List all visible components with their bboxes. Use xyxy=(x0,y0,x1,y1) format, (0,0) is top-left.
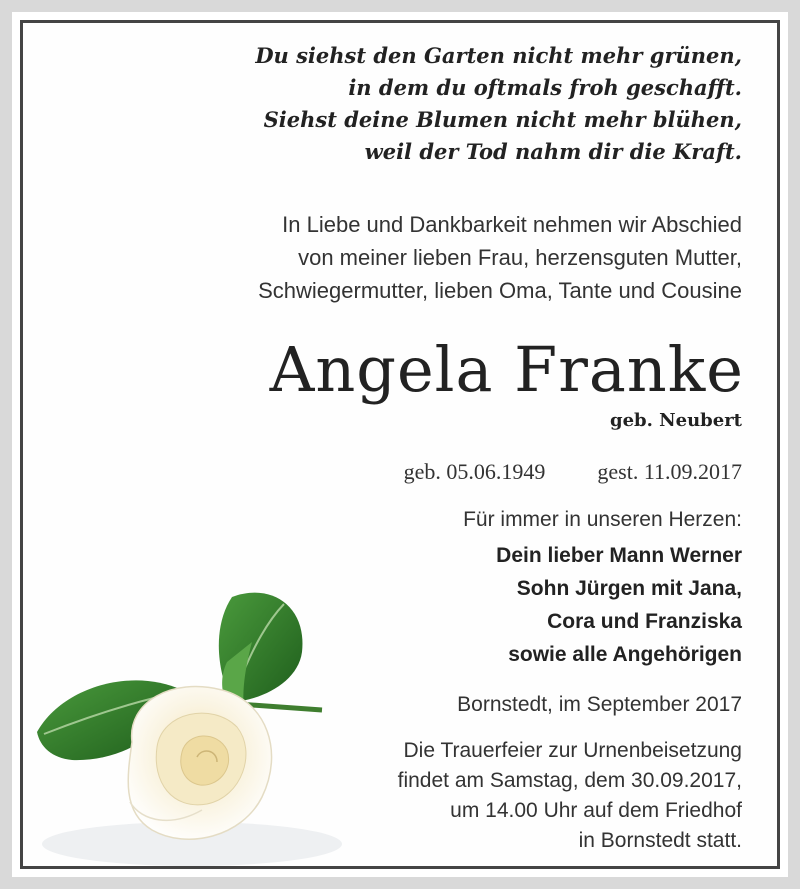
service-info xyxy=(398,736,742,856)
white-rose-illustration xyxy=(22,582,352,882)
death-date: gest. 11.09.2017 xyxy=(597,459,742,484)
service-line: Die Trauerfeier zur Urnenbeisetzung xyxy=(403,739,742,762)
service-line: findet am Samstag, dem 30.09.2017, xyxy=(397,769,742,792)
birth-date: geb. 05.06.1949 xyxy=(403,459,546,484)
poem xyxy=(255,40,742,168)
poem-line: in dem du oftmals froh geschafft. xyxy=(348,75,742,100)
mourner-line: Dein lieber Mann Werner xyxy=(496,544,742,567)
poem-line: Du siehst den Garten nicht mehr grünen, xyxy=(255,43,742,68)
deceased-name: Angela Franke xyxy=(269,333,744,406)
mourner-line: Sohn Jürgen mit Jana, xyxy=(516,577,742,600)
place-date: Bornstedt, im September 2017 xyxy=(457,693,742,716)
mourner-line: sowie alle Angehörigen xyxy=(508,643,742,666)
poem-line: Siehst deine Blumen nicht mehr blühen, xyxy=(263,107,742,132)
intro-line: Schwiegermutter, lieben Oma, Tante und Cousine xyxy=(258,278,742,303)
intro-line: In Liebe und Dankbarkeit nehmen wir Abschied xyxy=(282,212,742,237)
mourners-list xyxy=(496,539,742,671)
mourners-heading: Für immer in unseren Herzen: xyxy=(463,508,742,531)
life-dates xyxy=(404,459,742,485)
service-line: in Bornstedt statt. xyxy=(578,829,742,852)
service-line: um 14.00 Uhr auf dem Friedhof xyxy=(450,799,742,822)
intro-text xyxy=(258,208,742,307)
poem-line: weil der Tod nahm dir die Kraft. xyxy=(364,139,742,164)
mourner-line: Cora und Franziska xyxy=(547,610,742,633)
maiden-name: geb. Neubert xyxy=(610,410,742,431)
intro-line: von meiner lieben Frau, herzensguten Mutter, xyxy=(298,245,742,270)
